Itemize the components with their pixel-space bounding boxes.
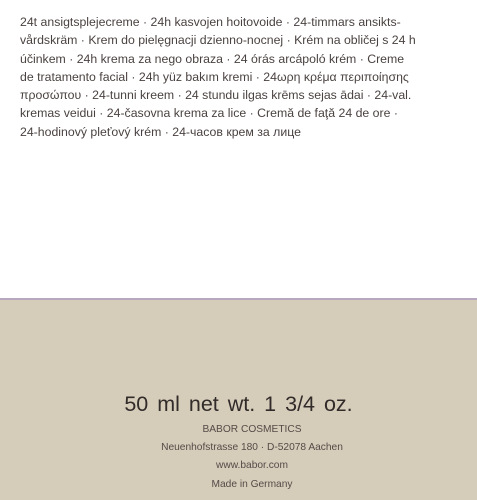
- country-of-origin: Made in Germany: [211, 479, 293, 490]
- company-website: www.babor.com: [216, 460, 288, 471]
- company-name: BABOR COSMETICS: [202, 424, 302, 435]
- multilingual-product-description: 24t ansigtsplejecreme · 24h kasvojen hoitovoide · 24-timmars ansikts- vårdskräm · Krem do pielęgnacji dzienno-nocnej · Krém na obličej s 24 h účinkem · 24h krema za nego obraza · 24 órás arcápoló krém · Creme de tratamento facial · 24h yüz bakım kremi · 24ωρη κρέμα περιποίησης προσώπου · 24-tunni kreem · 24 stundu ilgas krēms sejas ādai · 24-val. kremas veidui · 24-časovna krema za lice · Cremă de faţă 24 de ore · 24-hodinový pleťový krém · 24-часов крем за лице: [20, 15, 416, 139]
- product-volume: 50 ml net wt. 1 3/4 oz.: [124, 392, 353, 416]
- company-address: Neuenhofstrasse 180 · D-52078 Aachen: [161, 442, 343, 453]
